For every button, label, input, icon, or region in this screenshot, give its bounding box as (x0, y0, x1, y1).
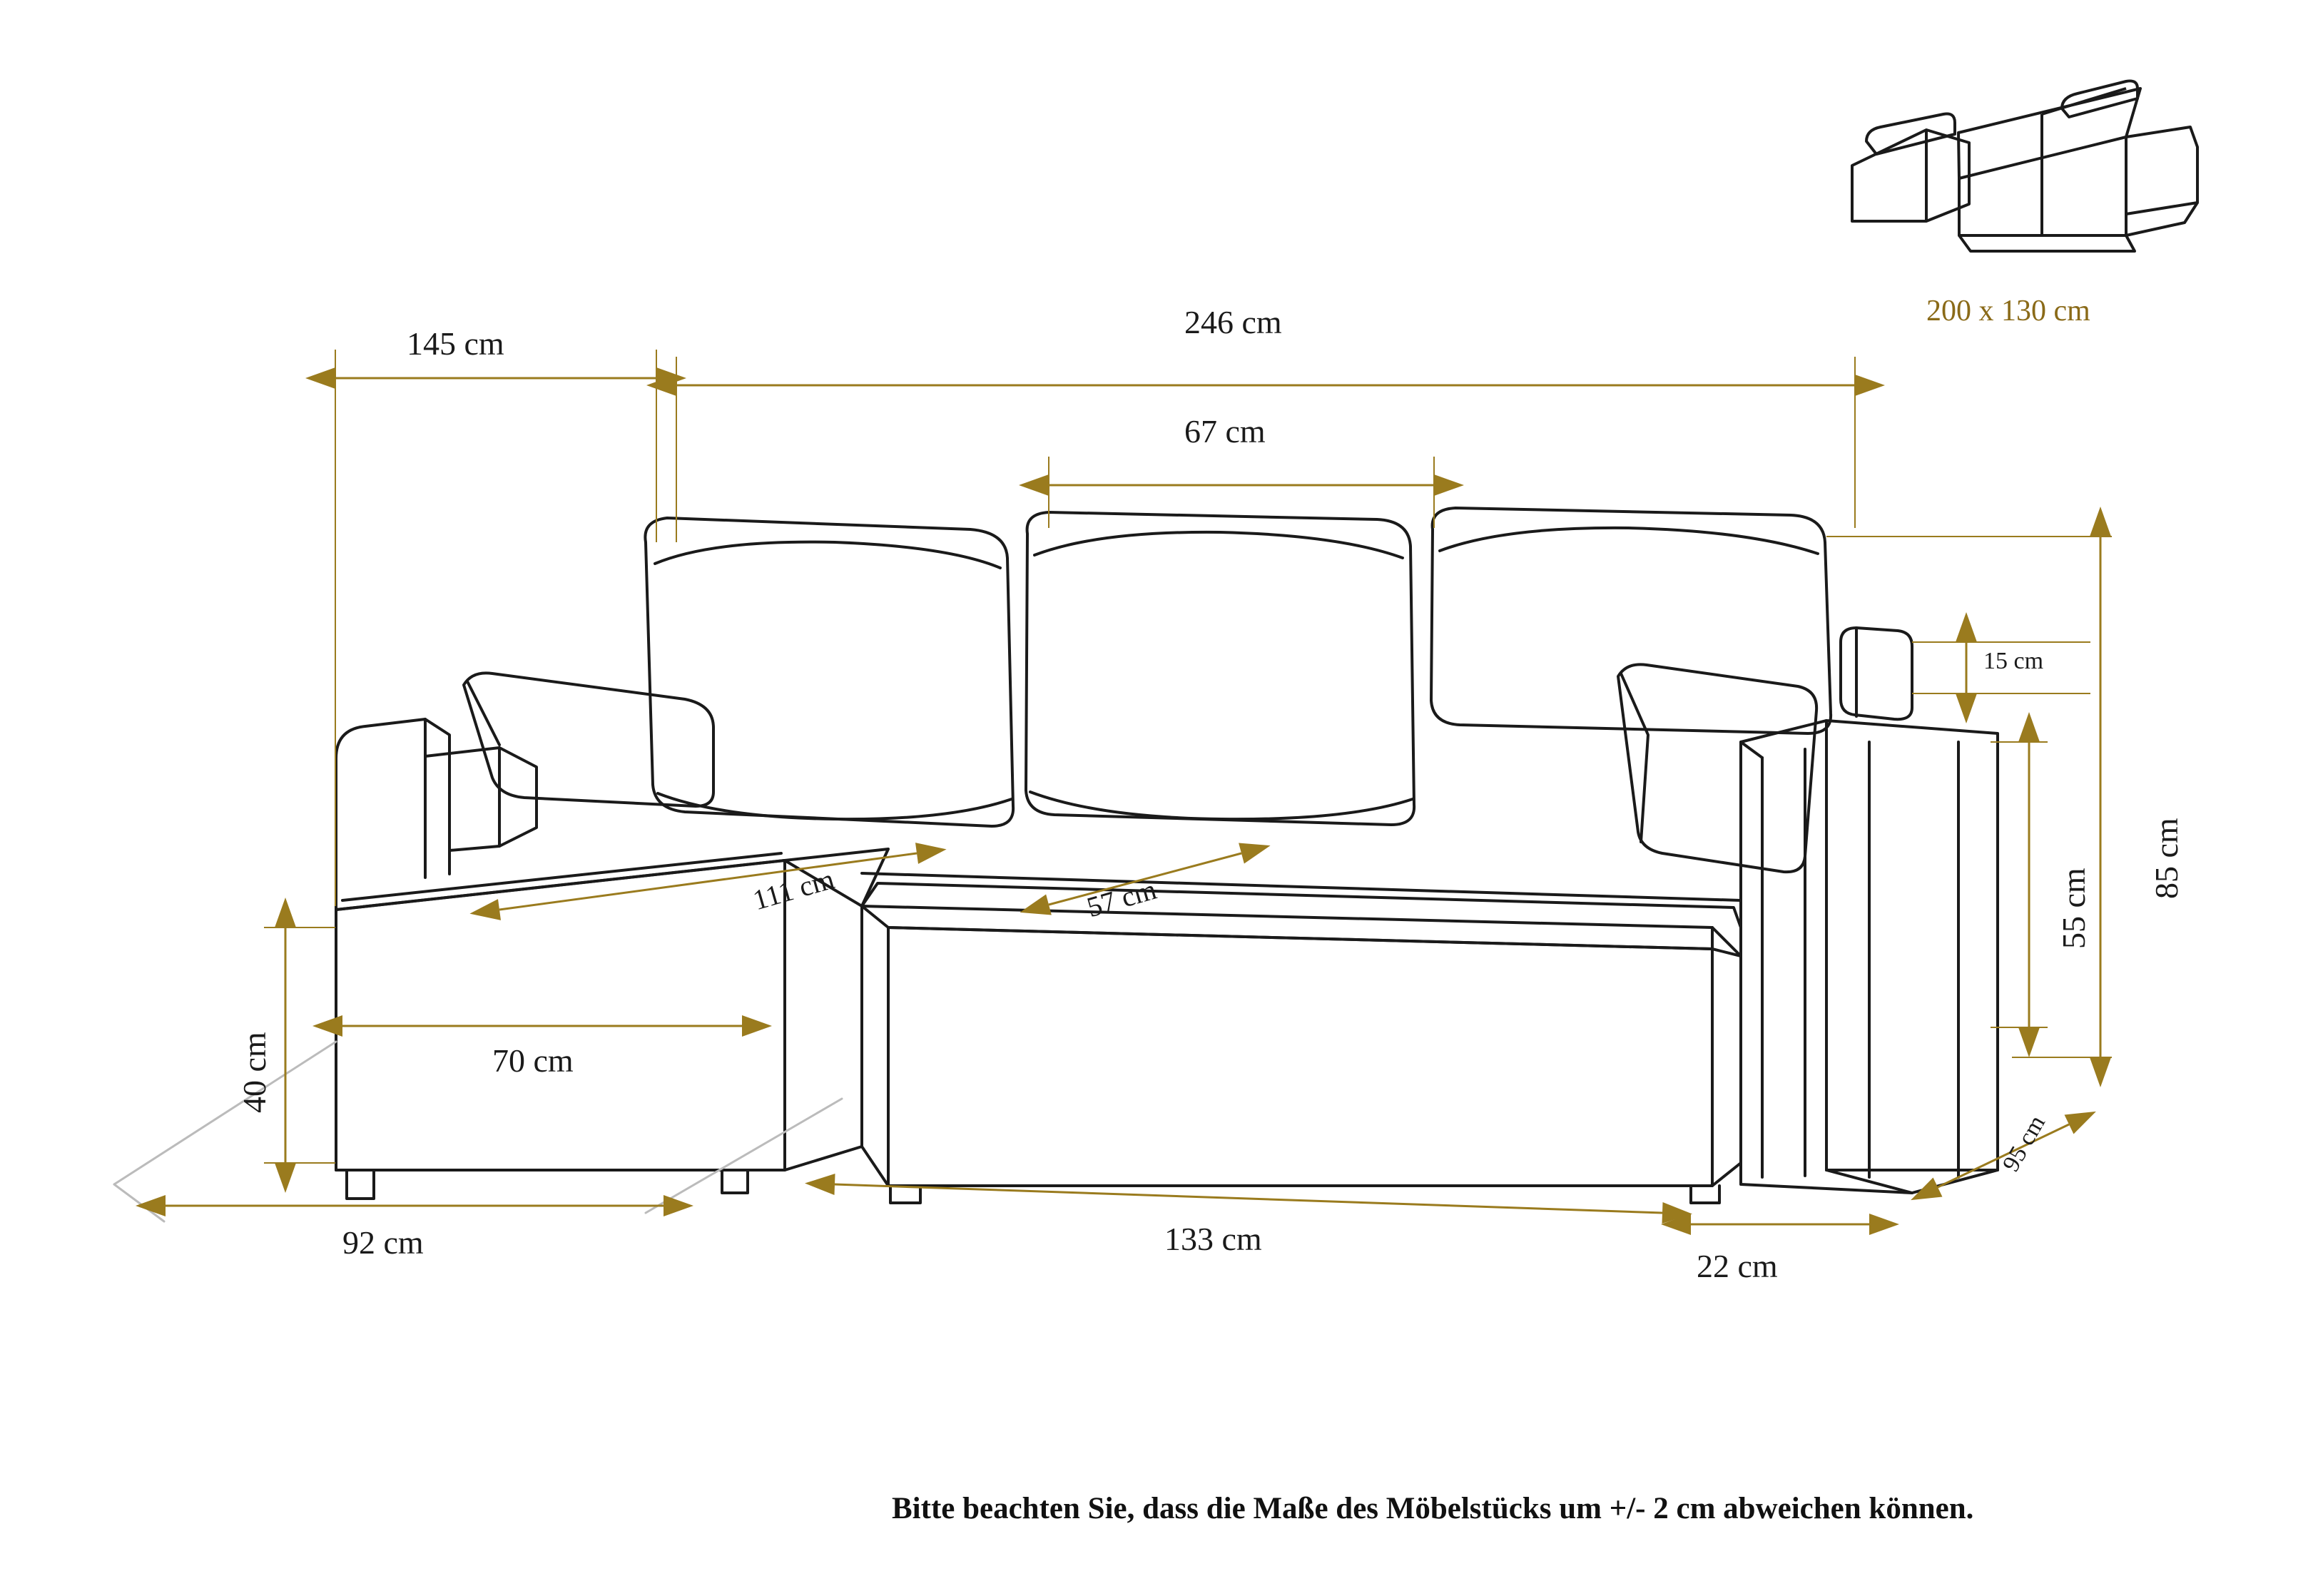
dim-armrest-width: 22 cm (1697, 1248, 1778, 1284)
dim-seat-height: 40 cm (236, 1032, 273, 1113)
bed-thumbnail (1852, 81, 2197, 251)
sofa-outline (114, 508, 1998, 1221)
dim-main-seat-width: 133 cm (1164, 1221, 1262, 1257)
dim-cushion-width: 67 cm (1184, 413, 1266, 449)
footnote-text: Bitte beachten Sie, dass die Maße des Möbelstücks um +/- 2 cm abweichen können. (892, 1492, 1974, 1525)
dim-depth-side: 95 cm (1998, 1111, 2051, 1176)
dim-seat-depth: 57 cm (1083, 873, 1160, 924)
dim-backrest-height: 85 cm (2148, 818, 2185, 899)
dim-chaise-side-depth: 92 cm (342, 1224, 424, 1261)
dim-chaise-depth-total: 145 cm (407, 325, 504, 362)
dimension-lines (166, 350, 2112, 1224)
dim-back-inner-height: 55 cm (2055, 868, 2092, 949)
bed-size-label: 200 x 130 cm (1926, 295, 2090, 327)
dim-total-width: 246 cm (1184, 304, 1282, 340)
dim-seat-depth-chaise: 111 cm (749, 863, 838, 917)
dim-chaise-front-width: 70 cm (492, 1042, 574, 1079)
dim-armrest-height: 15 cm (1983, 648, 2044, 674)
